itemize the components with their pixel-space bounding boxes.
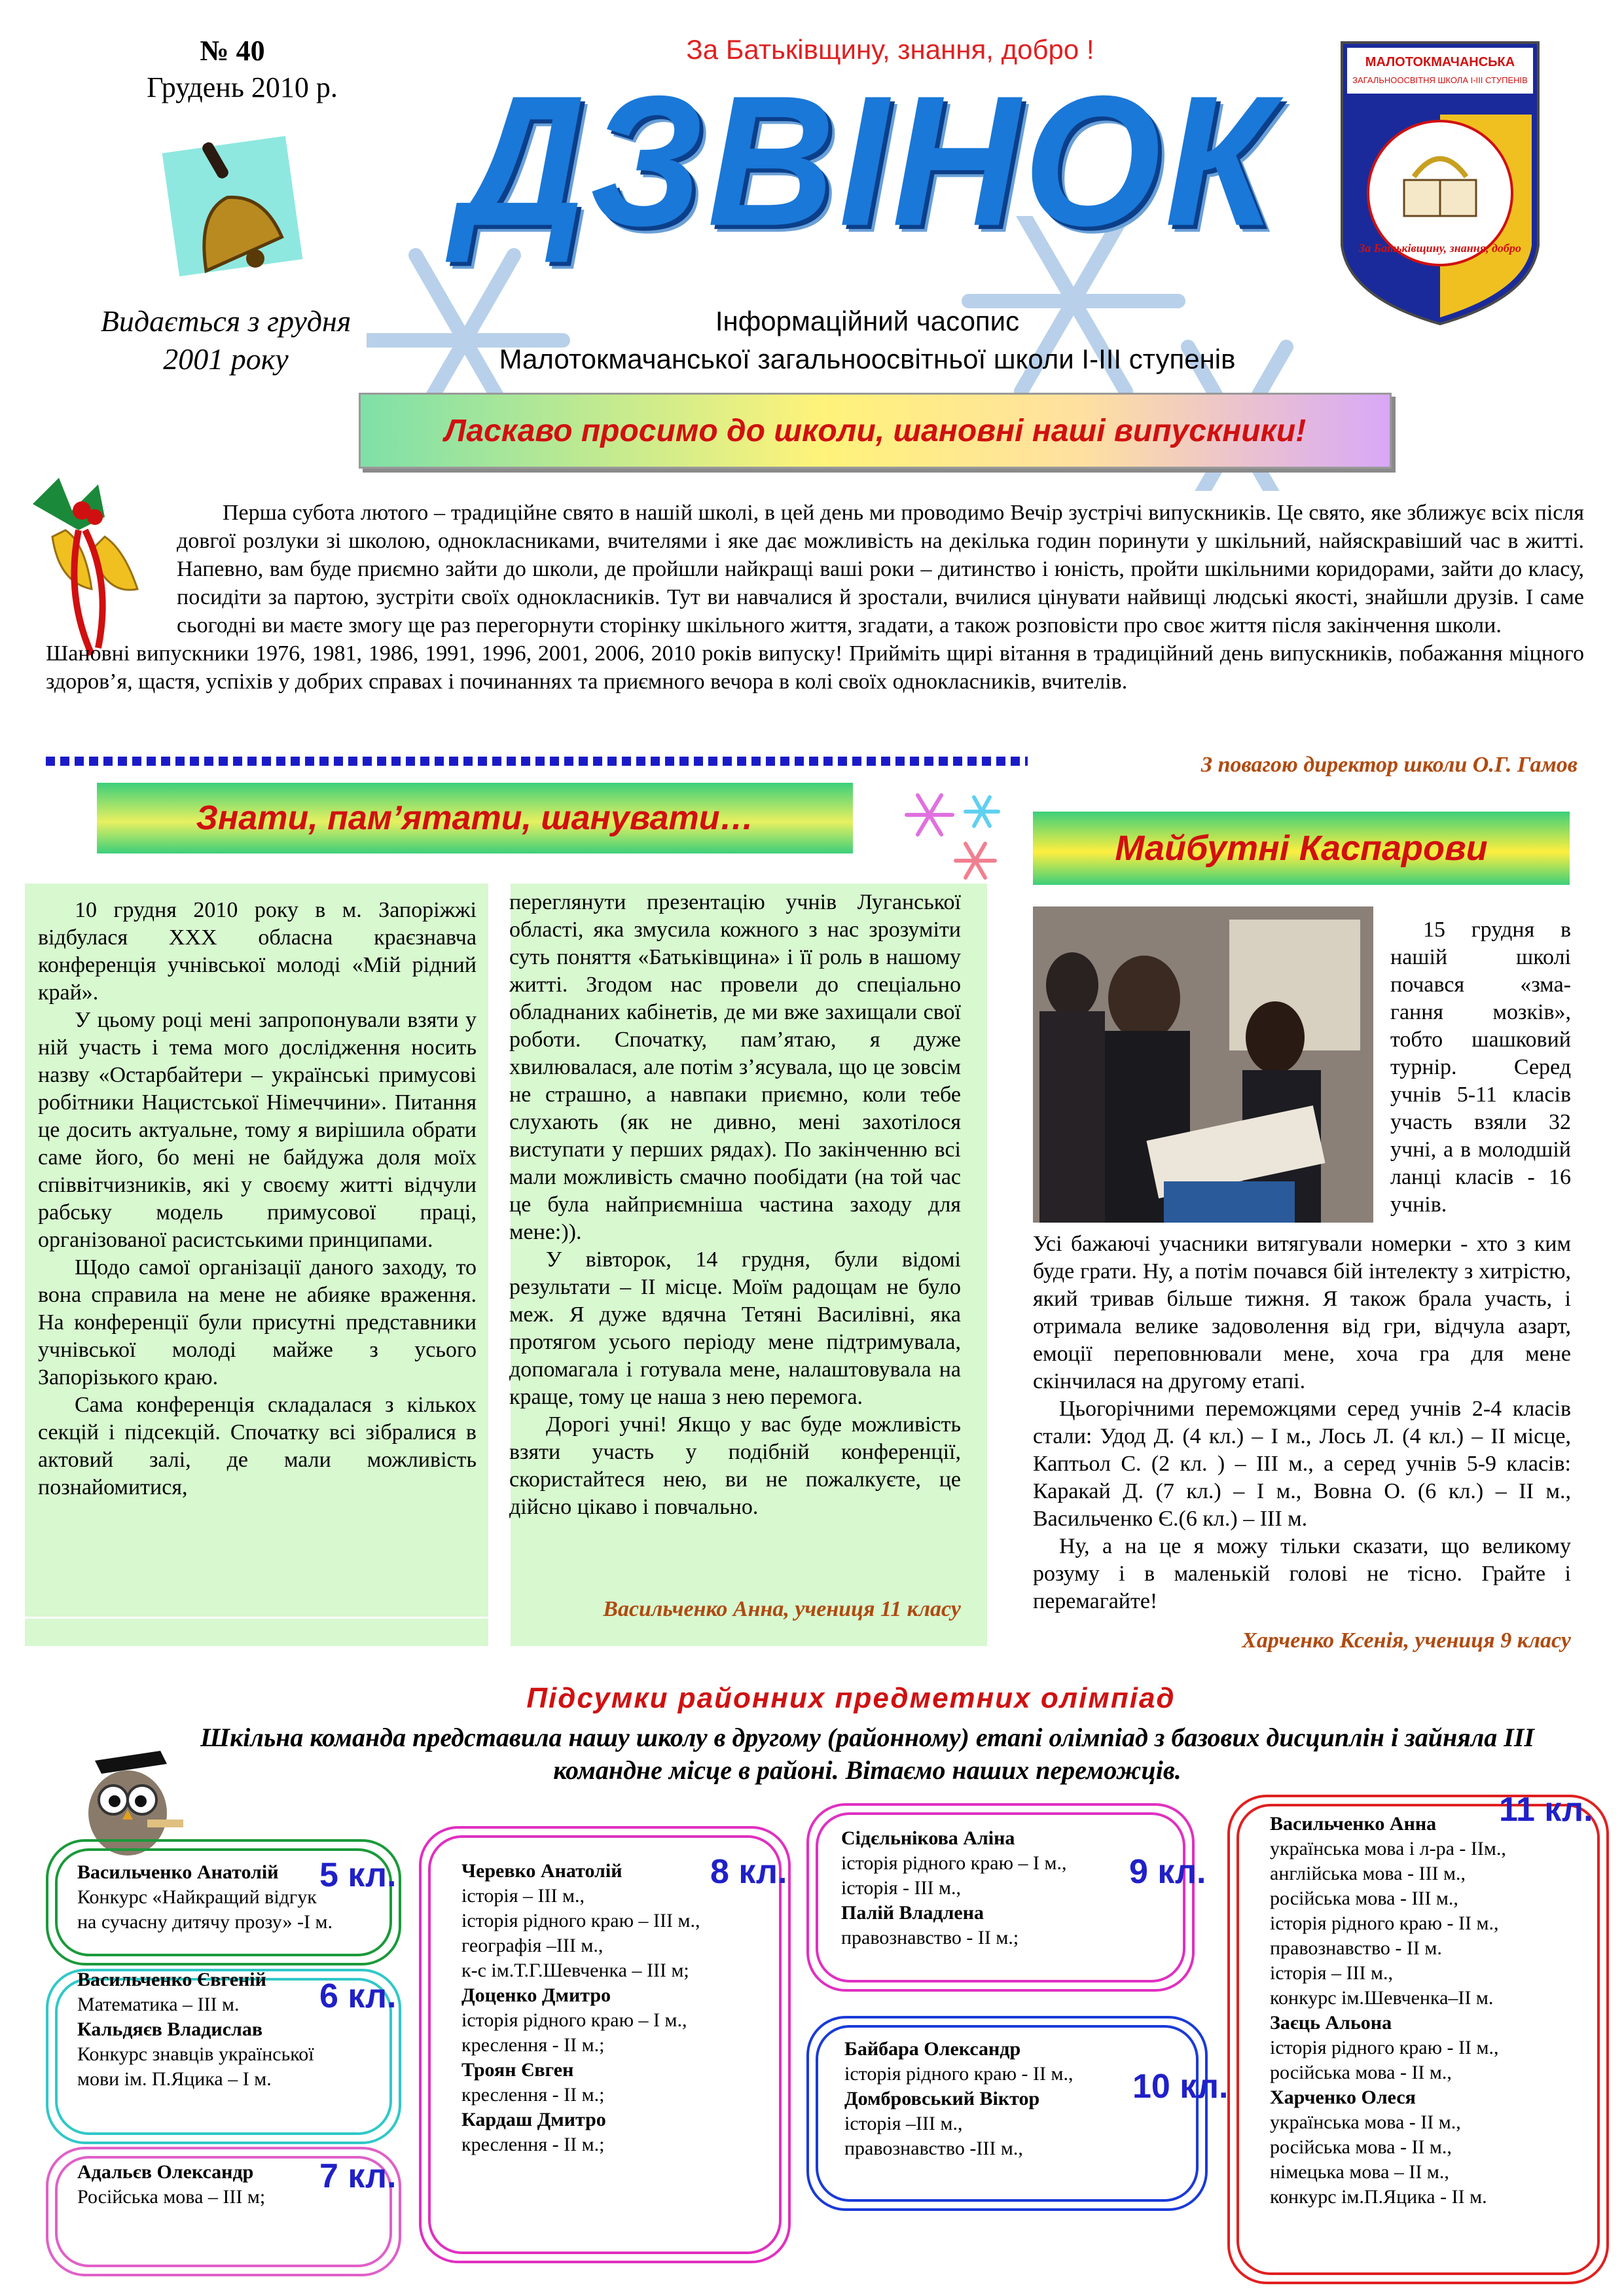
winner-name: Адальєв Олександр	[77, 2161, 254, 2183]
article1-column2	[509, 889, 961, 1521]
olympiad-intro: Шкільна команда представила нашу школу в другому (районному) етапі олімпіад з базових дисциплін і зайняла ІІІ командне місце в районі. Вітаємо наших переможців.	[200, 1723, 1534, 1785]
winner-name: Кальдяєв Владислав	[77, 2018, 263, 2040]
grade8-text	[461, 1859, 769, 2157]
published-since	[72, 302, 380, 378]
school-emblem	[1335, 36, 1545, 331]
article1-paragraph: Дорогі учні! Якщо у вас буде можливість взяти участь у подібній конференції, скористайтеся нею, ви не пожалкуєте, це дійсно цікаво і повчально.	[509, 1412, 961, 1519]
published-since-line1: Видається з грудня	[100, 304, 352, 338]
winner-result: історія рідного краю - ІІ м.,	[1270, 1912, 1499, 1934]
winner-result: історія рідного краю – І м.,	[461, 2009, 687, 2031]
winner-result: українська мова і л-ра - ІІм.,	[1270, 1838, 1506, 1859]
article2-paragraph: Ну, а на це я можу тільки сказати, що великому розуму і в маленькій голові не тісно. Грайте і перемагайте!	[1033, 1534, 1571, 1613]
grade9-label: 9 кл.	[1129, 1853, 1206, 1891]
grade7-text	[77, 2160, 352, 2210]
winner-result: креслення - ІІ м.;	[461, 2134, 605, 2155]
welcome-paragraph1: Перша субота лютого – традиційне свято в нашій школі, в цей день ми проводимо Вечір зустрічі випускників. Це свято, яке зближує всіх після довгої розлуки зі школою, однокласниками, вчителями і яке дає можливість на декілька годин поринути у шкільний, найяскравіший час в житті. Напевно, вам буде приємно зайти до школи, де пройшли найкращі ваші роки – дитинство і юність, пройти шкільними коридорами, зайти до класу, посидіти за партою, зустріти своїх однокласників. Тут ви навчалися й зростали, вчилися цінувати найвищі людські якості, знайшли друзів. І саме сьогодні ви маєте змогу ще раз перегорнути сторінку шкільного життя, згадати, а також розповісти про своє життя після закінчення школи.	[177, 501, 1584, 637]
newspaper-title: ДЗВІНОК	[458, 58, 1278, 265]
welcome-paragraph2: Шановні випускники 1976, 1981, 1986, 1991, 1996, 2001, 2006, 2010 років випуску! Прийміть щирі вітання в традиційний день випускників, побажання міцного здоров’я, щастя, успіхів у добрих справах і починаннях та приємного вечора в колі своїх однокласників, вчителів.	[46, 641, 1584, 694]
winner-result: історія рідного краю - ІІ м.,	[1270, 2037, 1499, 2058]
grade9-text	[841, 1826, 1136, 1950]
winner-name: Байбара Олександр	[844, 2038, 1021, 2060]
article2-paragraph: Цьогорічними переможцями серед учнів 2-4 класів стали: Удод Д. (4 кл.) – І м., Лось Л. (4 кл.) – ІІ місце, Каптьол С. (2 кл. ) – ІІІ м., а серед учнів 5-9 класів: Каракай Д. (7 кл.) – І м., Вовна О. (6 кл.) – ІІ м., Васильченко Є.(6 кл.) – ІІІ м.	[1033, 1397, 1571, 1531]
article2-heading: Майбутні Каспарови	[1033, 812, 1570, 885]
article1-heading: Знати, пам’ятати, шанувати…	[97, 783, 853, 853]
winner-result: конкурс ім.П.Яцика - ІІ м.	[1270, 2186, 1487, 2208]
winner-result: креслення - ІІ м.;	[461, 2034, 605, 2056]
article2-signature: Харченко Ксенія, учениця 9 класу	[1242, 1628, 1571, 1653]
winner-result: історія рідного краю – ІІІ м.,	[461, 1910, 700, 1931]
emblem-title: МАЛОТОКМАЧАНСЬКА	[1365, 55, 1515, 69]
winner-name: Харченко Олеся	[1270, 2087, 1416, 2108]
winner-result: конкурс ім.Шевченка–ІІ м.	[1270, 1987, 1494, 2009]
winner-result: правознавство - ІІ м.	[1270, 1937, 1442, 1959]
grade7-label: 7 кл.	[319, 2157, 397, 2195]
winner-result: мови ім. П.Яцика – І м.	[77, 2068, 272, 2090]
winner-result: російська мова - ІІІ м.,	[1270, 1888, 1458, 1909]
winner-result: Конкурс «Найкращий відгук	[77, 1886, 317, 1908]
winner-result: історія –ІІІ м.,	[844, 2113, 963, 2134]
winner-result: російська мова - ІІ м.,	[1270, 2062, 1452, 2083]
winner-name: Васильченко Анатолій	[77, 1861, 279, 1883]
column-separator	[488, 884, 511, 1646]
winner-result: історія рідного краю - ІІ м.,	[844, 2063, 1074, 2085]
subtitle-line1: Інформаційний часопис	[715, 306, 1020, 336]
issue-date: Грудень 2010 р.	[147, 71, 338, 103]
column-line	[25, 1617, 488, 1619]
article2-intro	[1390, 916, 1571, 1219]
winner-name: Троян Євген	[461, 2059, 574, 2081]
snowflakes-icon	[897, 782, 1015, 887]
winner-result: к-с ім.Т.Г.Шевченка – ІІІ м;	[461, 1960, 689, 1981]
article1-column1	[38, 897, 477, 1501]
subtitle-line2: Малотокмачанської загальноосвітньої школи І-ІІІ ступенів	[499, 344, 1236, 374]
article1-paragraph: Щодо самої організації даного заходу, то вона справила на мене не абияке враження. На конференції були присутні представники учнівської молоді майже з усього Запорізького краю.	[38, 1255, 477, 1390]
newspaper-subtitle	[484, 302, 1250, 378]
olympiad-heading: Підсумки районних предметних олімпіад	[526, 1682, 1176, 1714]
winner-result: Російська мова – ІІІ м;	[77, 2186, 266, 2208]
winner-result: історія – ІІІ м.,	[1270, 1962, 1393, 1984]
emblem-subtitle: ЗАГАЛЬНООСВІТНЯ ШКОЛА І-ІІІ СТУПЕНІВ	[1352, 75, 1528, 85]
grade11-label: 11 кл.	[1499, 1791, 1593, 1829]
winner-result: німецька мова – ІІ м.,	[1270, 2161, 1449, 2183]
issue-number: № 40	[200, 35, 265, 67]
welcome-text	[46, 499, 1584, 696]
winner-result: історія - ІІІ м.,	[841, 1877, 961, 1899]
winner-name: Доценко Дмитро	[461, 1984, 611, 2006]
grade8-label: 8 кл.	[710, 1853, 787, 1891]
article1-signature: Васильченко Анна, учениця 11 класу	[603, 1597, 961, 1621]
published-since-line2: 2001 року	[163, 342, 289, 376]
dotted-divider	[46, 757, 1028, 766]
winner-result: історія рідного краю – І м.,	[841, 1852, 1067, 1874]
article1-paragraph: У вівторок, 14 грудня, були відомі результати – ІІ місце. Моїм радощам не було меж. Я дуже вдячна Тетяні Василівні, яка протягом усього періоду мене підтримувала, допомагала і готувала мене, налаштовувала на краще, тому це наша з нею перемога.	[509, 1247, 961, 1409]
grade10-text	[844, 2037, 1152, 2161]
winner-result: українська мова - ІІ м.,	[1270, 2111, 1461, 2133]
welcome-heading: Ласкаво просимо до школи, шановні наші випускники!	[359, 393, 1392, 469]
grade11-text	[1270, 1812, 1584, 2210]
winner-name: Васильченко Євгеній	[77, 1969, 266, 1990]
winner-name: Домбровський Віктор	[844, 2088, 1040, 2109]
article1-paragraph: Сама конференція складалася з кількох секцій і підсекцій. Спочатку всі зібралися в актовий залі, де мали можливість познайомитися,	[38, 1393, 477, 1499]
checkers-tournament-photo	[1033, 906, 1373, 1223]
emblem-motto: За Батьківщину, знання, добро	[1359, 242, 1521, 255]
article2-body	[1033, 1230, 1571, 1615]
winner-result: на сучасну дитячу прозу» -І м.	[77, 1911, 333, 1933]
newspaper-motto: За Батьківщину, знання, добро !	[686, 34, 1094, 65]
grade5-label: 5 кл.	[319, 1856, 397, 1894]
winner-result: правознавство -ІІІ м.,	[844, 2138, 1023, 2159]
article1-paragraph: 10 грудня 2010 року в м. Запоріжжі відбулася XXX обласна краєзнавча конференція учнівської молоді «Мій рідний край».	[38, 898, 477, 1005]
article1-paragraph: переглянути презентацію учнів Луганської області, яка змусила кожного з нас зрозуміти суть поняття «Батьківщина» і її роль в нашому житті. Згодом нас провели до спеціально обладнаних кабінетів, де ми вже захищали свої роботи. Спочатку, пам’ятаю, я дуже хвилювалася, але потім з’ясувала, що це зовсім не страшно, а навпаки приємно, коли тебе слухають (як не дивно, мені захотілося виступати у перших рядах). По закінченню всі мали можливість смачно пообідати (на той час це була найприємніша частина заходу для мене:)).	[509, 890, 961, 1244]
grade10-label: 10 кл.	[1132, 2068, 1229, 2106]
winner-name: Васильченко Анна	[1270, 1813, 1437, 1835]
article1-paragraph: У цьому році мені запропонували взяти у ній участь і тема мого дослідження носить назву «Остарбайтери – українські примусові робітники Нацистської Німеччини». Питання це досить актуальне, тому я вирішила обрати саме його, бо мені не байдужа доля моїх співвітчизників, які у своєму житті відчули рабську модель примусової праці, організованої расистськими принципами.	[38, 1008, 477, 1252]
winner-result: креслення - ІІ м.;	[461, 2084, 605, 2106]
winner-result: Конкурс знавців української	[77, 2043, 314, 2065]
winner-result: російська мова - ІІ м.,	[1270, 2136, 1452, 2158]
winner-result: історія – ІІІ м.,	[461, 1885, 585, 1907]
winner-name: Черевко Анатолій	[461, 1860, 623, 1882]
director-signature: З повагою директор школи О.Г. Гамов	[1200, 753, 1578, 777]
winner-result: правознавство - ІІ м.;	[841, 1927, 1019, 1948]
winner-result: англійська мова - ІІІ м.,	[1270, 1863, 1466, 1884]
article2-paragraph: 15 грудня в нашій школі почався «зма-гання мозків», тобто шашковий турнір. Серед учнів 5-11 класів участь взяли 32 учні, а в молодшій ланці класів - 16 учнів.	[1390, 918, 1571, 1217]
winner-name: Кардаш Дмитро	[461, 2109, 606, 2130]
winner-name: Заєць Альона	[1270, 2012, 1392, 2034]
grade6-label: 6 кл.	[319, 1977, 397, 2015]
grade5-text	[77, 1860, 352, 1935]
winner-name: Сідєльнікова Аліна	[841, 1827, 1015, 1849]
article2-paragraph: Усі бажаючі учасники витягували номерки - хто з ким буде грати. Ну, а потім почався бій інтелекту з хитрістю, який тривав більше тижня. Я також брала участь, і отримала велике задоволення від гри, відчула азарт, емоції переповнювали мене, хоча гра для мене скінчилася на другому етапі.	[1033, 1232, 1571, 1393]
winner-result: Математика – ІІІ м.	[77, 1994, 240, 2015]
winner-result: географія –ІІІ м.,	[461, 1935, 604, 1956]
winner-name: Палій Владлена	[841, 1902, 984, 1924]
bell-icon	[157, 131, 308, 281]
